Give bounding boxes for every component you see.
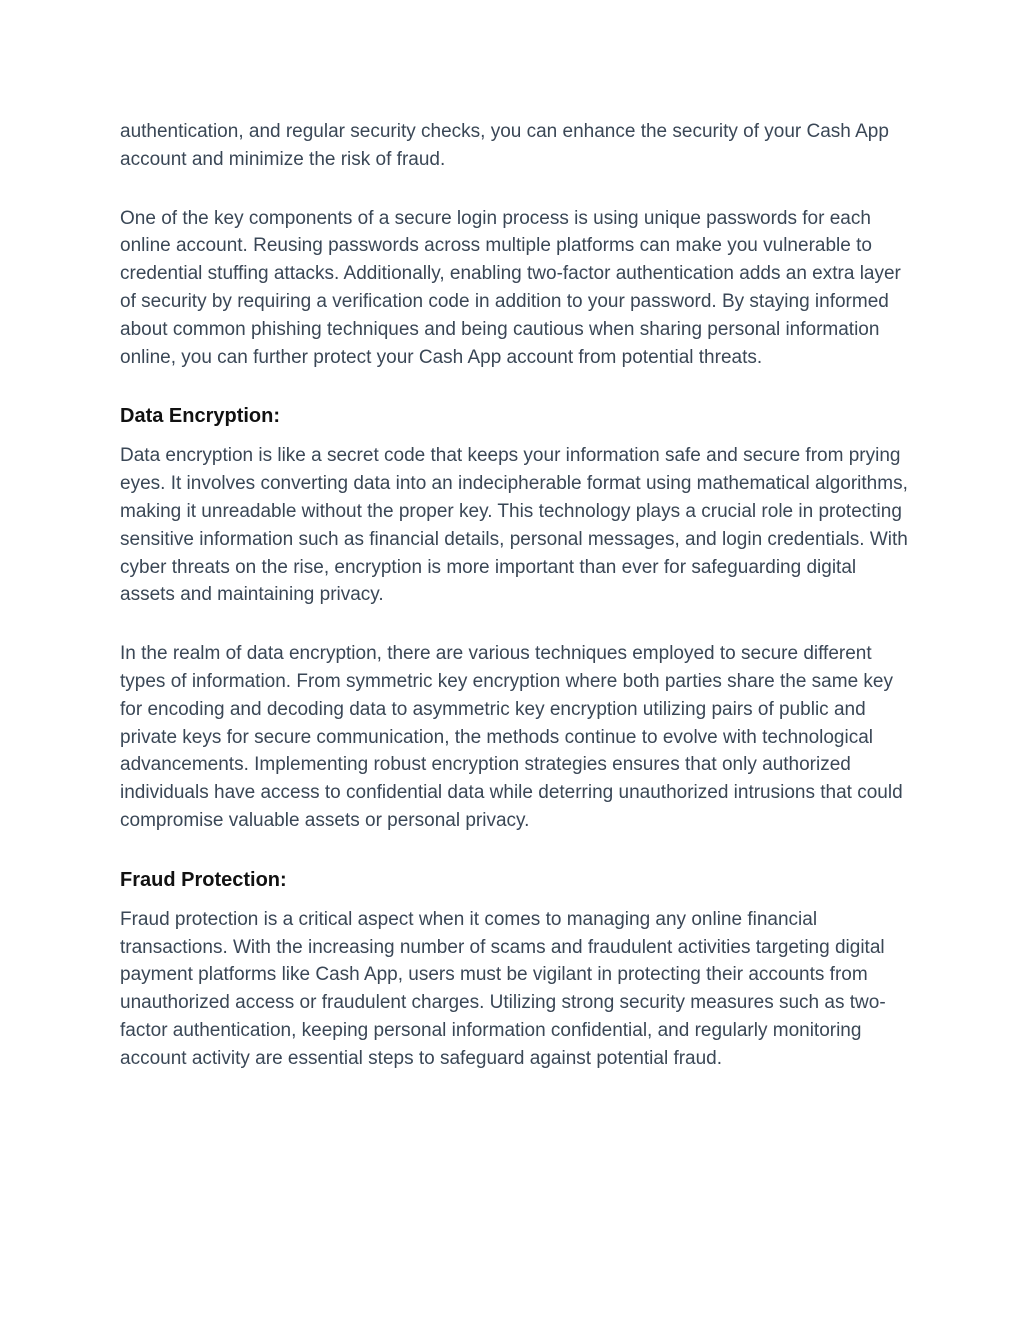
data-encryption-paragraph-1: Data encryption is like a secret code that keeps your information safe and secure from prying eyes. It involves converting data into an indecipherable format using mathematical algorithms, making it unreadable without the proper key. This technology plays a crucial role in protecting sensitive information such as financial details, personal messages, and login credentials. With cyber threats on the rise, encryption is more important than ever for safeguarding digital assets and maintaining privacy. [120, 445, 908, 606]
data-encryption-section [120, 402, 910, 834]
fraud-protection-section [120, 866, 910, 1073]
intro-paragraph-1: authentication, and regular security checks, you can enhance the security of your Cash App account and minimize the risk of fraud. [120, 121, 889, 170]
data-encryption-heading: Data Encryption: [120, 405, 281, 428]
data-encryption-paragraph-2: In the realm of data encryption, there are various techniques employed to secure different types of information. From symmetric key encryption where both parties share the same key for encoding and decoding data to asymmetric key encryption utilizing pairs of public and private keys for secure communication, the methods continue to evolve with technological advancements. Implementing robust encryption strategies ensures that only authorized individuals have access to confidential data while deterring unauthorized intrusions that could compromise valuable assets or personal privacy. [120, 643, 903, 831]
fraud-protection-heading: Fraud Protection: [120, 868, 287, 891]
intro-paragraph-2: One of the key components of a secure login process is using unique passwords for each online account. Reusing passwords across multiple platforms can make you vulnerable to credential stuffing attacks. Additionally, enabling two-factor authentication adds an extra layer of security by requiring a verification code in addition to your password. By staying informed about common phishing techniques and being cautious when sharing personal information online, you can further protect your Cash App account from potential threats. [120, 207, 901, 368]
document-content [120, 118, 910, 1104]
fraud-protection-paragraph-1: Fraud protection is a critical aspect when it comes to managing any online financial transactions. With the increasing number of scams and fraudulent activities targeting digital payment platforms like Cash App, users must be vigilant in protecting their accounts from unauthorized access or fraudulent charges. Utilizing strong security measures such as two-factor authentication, keeping personal information confidential, and regularly monitoring account activity are essential steps to safeguard against potential fraud. [120, 908, 886, 1069]
